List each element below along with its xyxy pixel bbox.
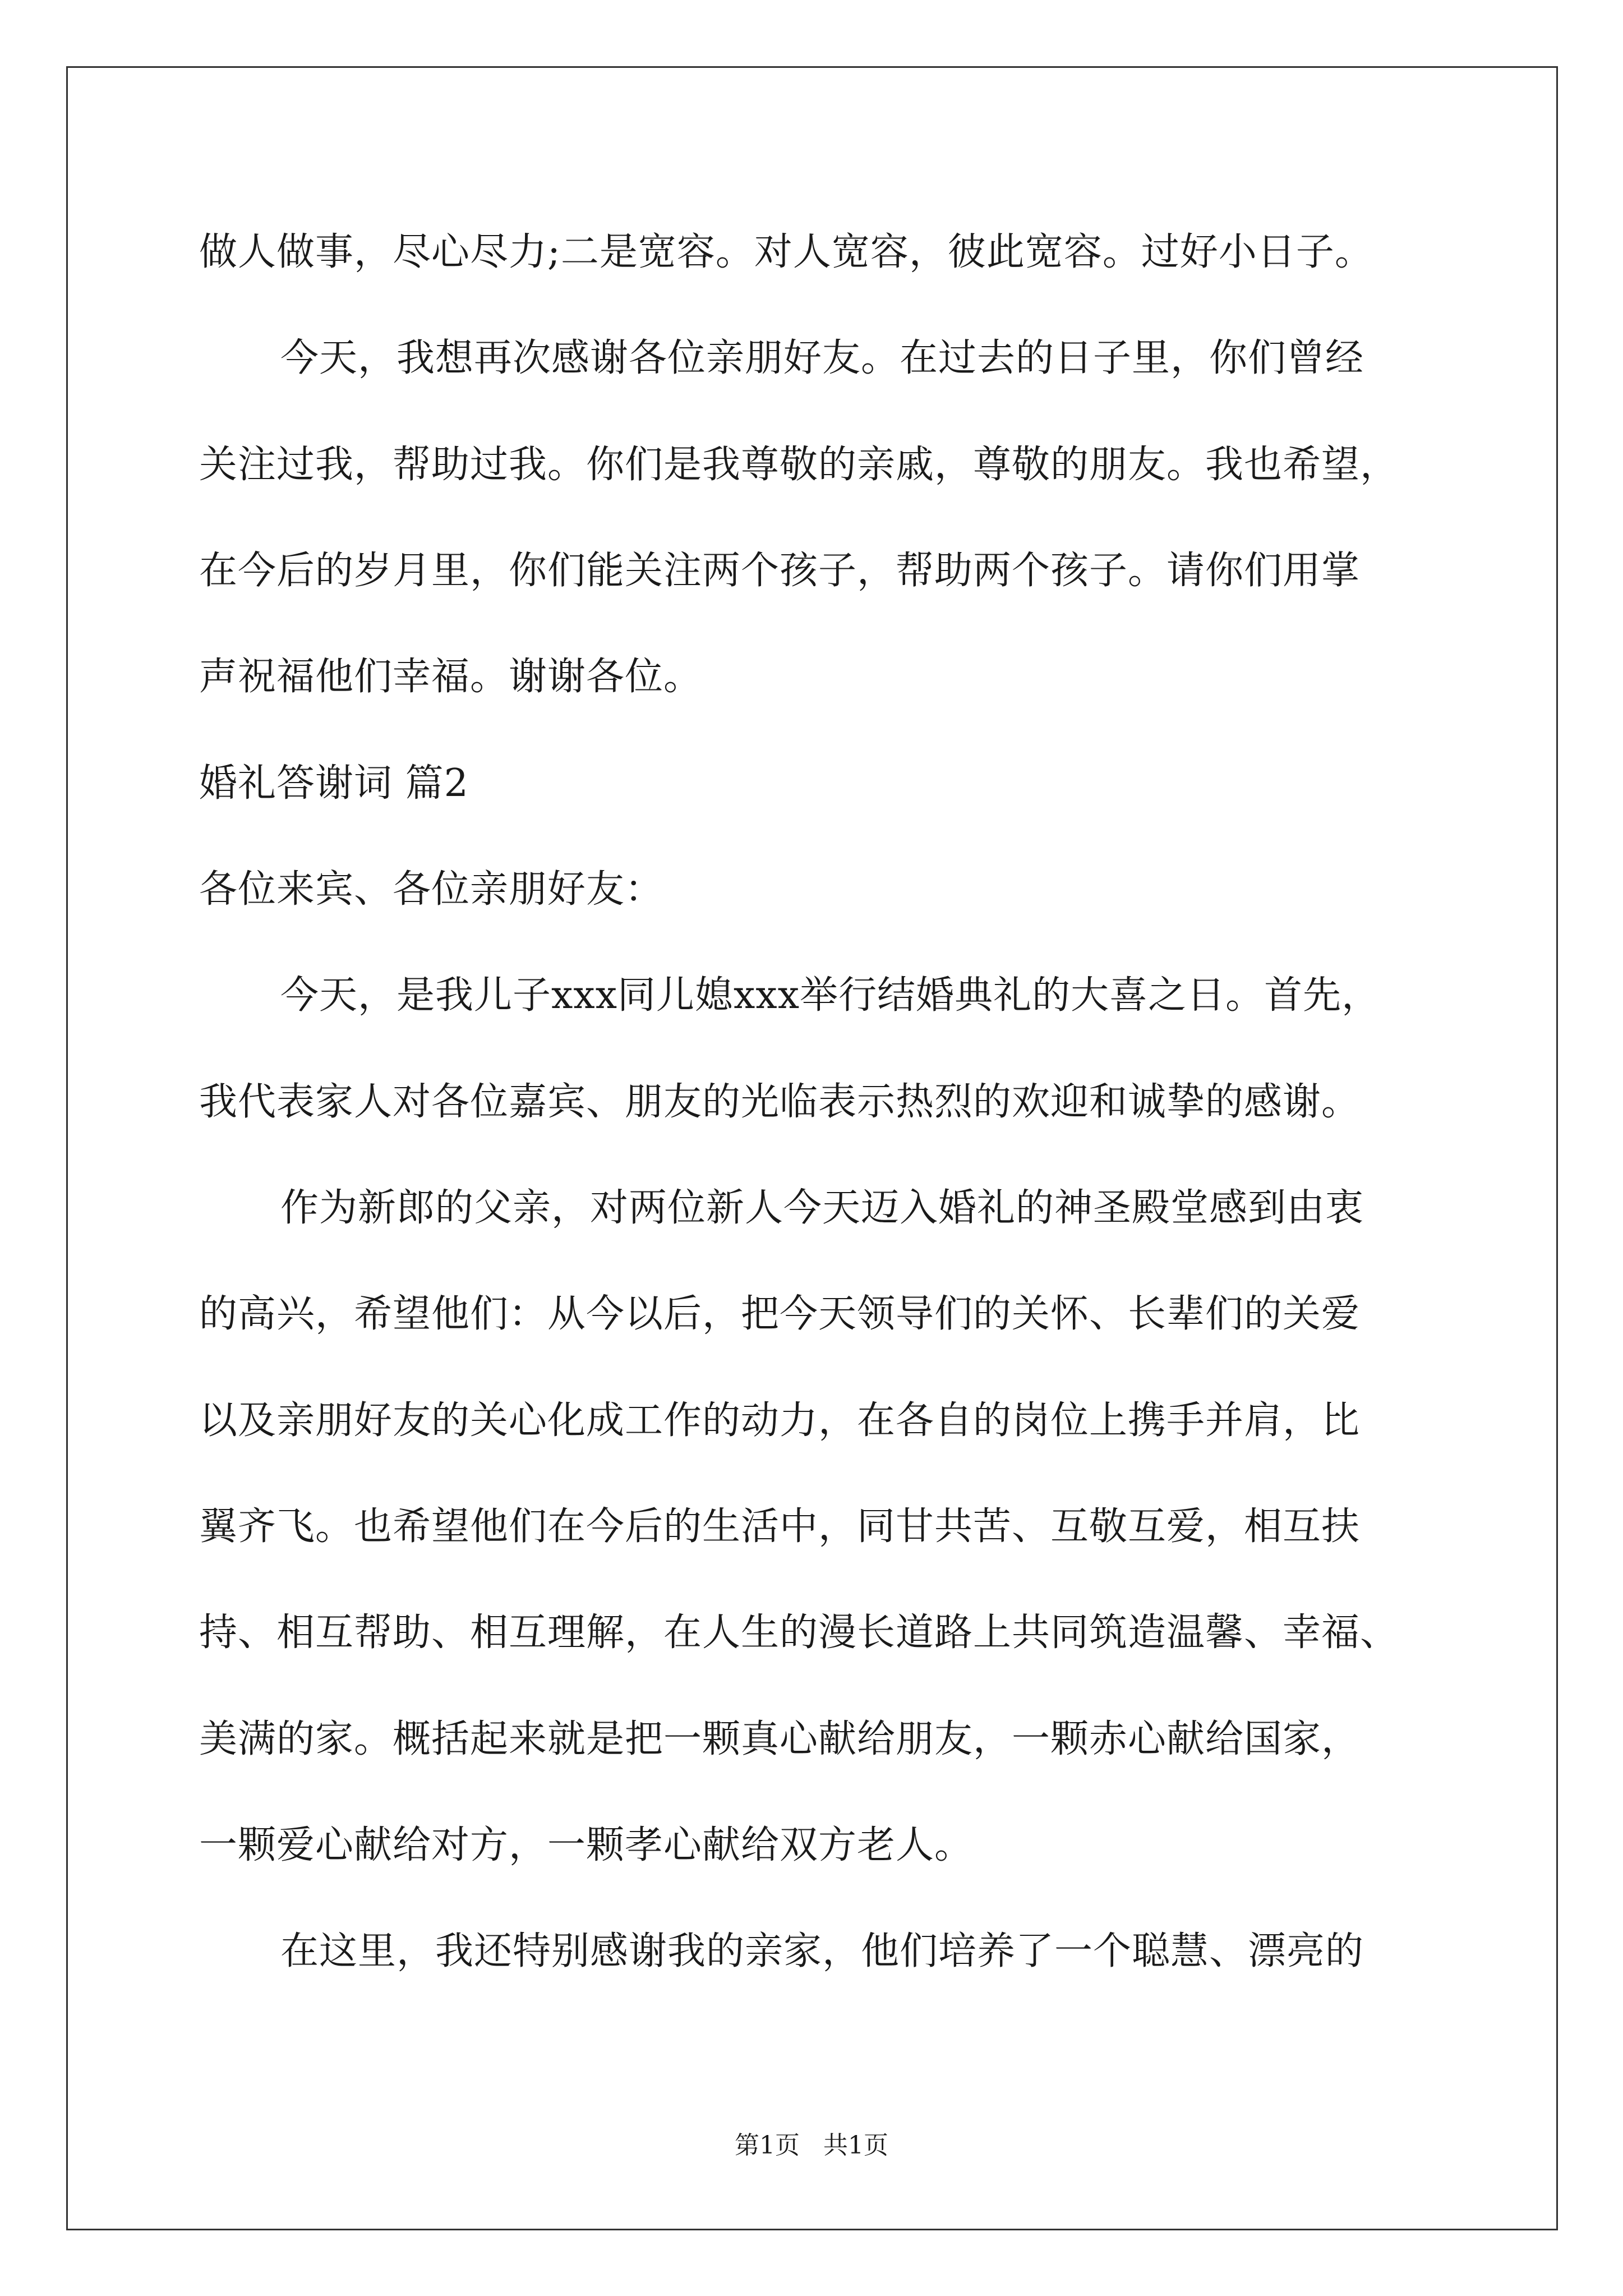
section-heading: 婚礼答谢词 篇2 [199,761,469,806]
text-line: 翼齐飞。也希望他们在今后的生活中，同甘共苦、互敬互爱，相互扶 [199,1504,1361,1549]
text-line: 今天，是我儿子xxx同儿媳xxx举行结婚典礼的大喜之日。首先， [280,973,1381,1018]
text-line: 在今后的岁月里，你们能关注两个孩子，帮助两个孩子。请你们用掌 [199,549,1361,593]
text-line: 声祝福他们幸福。谢谢各位。 [199,655,703,699]
page-border [66,66,1558,2230]
text-line: 以及亲朋好友的关心化成工作的动力，在各自的岗位上携手并肩，比 [199,1398,1361,1443]
page-footer: 第1页 共1页 [735,2131,888,2160]
text-line: 的高兴，希望他们：从今以后，把今天领导们的关怀、长辈们的关爱 [199,1292,1361,1336]
text-line: 做人做事，尽心尽力;二是宽容。对人宽容，彼此宽容。过好小日子。 [199,230,1373,274]
text-line: 今天，我想再次感谢各位亲朋好友。在过去的日子里，你们曾经 [280,336,1364,380]
text-line: 在这里，我还特别感谢我的亲家，他们培养了一个聪慧、漂亮的 [280,1929,1364,1973]
text-line: 我代表家人对各位嘉宾、朋友的光临表示热烈的欢迎和诚挚的感谢。 [199,1080,1361,1124]
salutation: 各位来宾、各位亲朋好友： [199,867,664,912]
text-line: 作为新郎的父亲，对两位新人今天迈入婚礼的神圣殿堂感到由衷 [280,1186,1364,1230]
text-line: 一颗爱心献给对方，一颗孝心献给双方老人。 [199,1823,974,1867]
text-line: 关注过我，帮助过我。你们是我尊敬的亲戚，尊敬的朋友。我也希望， [199,443,1399,487]
text-line: 持、相互帮助、相互理解，在人生的漫长道路上共同筑造温馨、幸福、 [199,1611,1399,1655]
text-line: 美满的家。概括起来就是把一颗真心献给朋友，一颗赤心献给国家， [199,1717,1361,1761]
